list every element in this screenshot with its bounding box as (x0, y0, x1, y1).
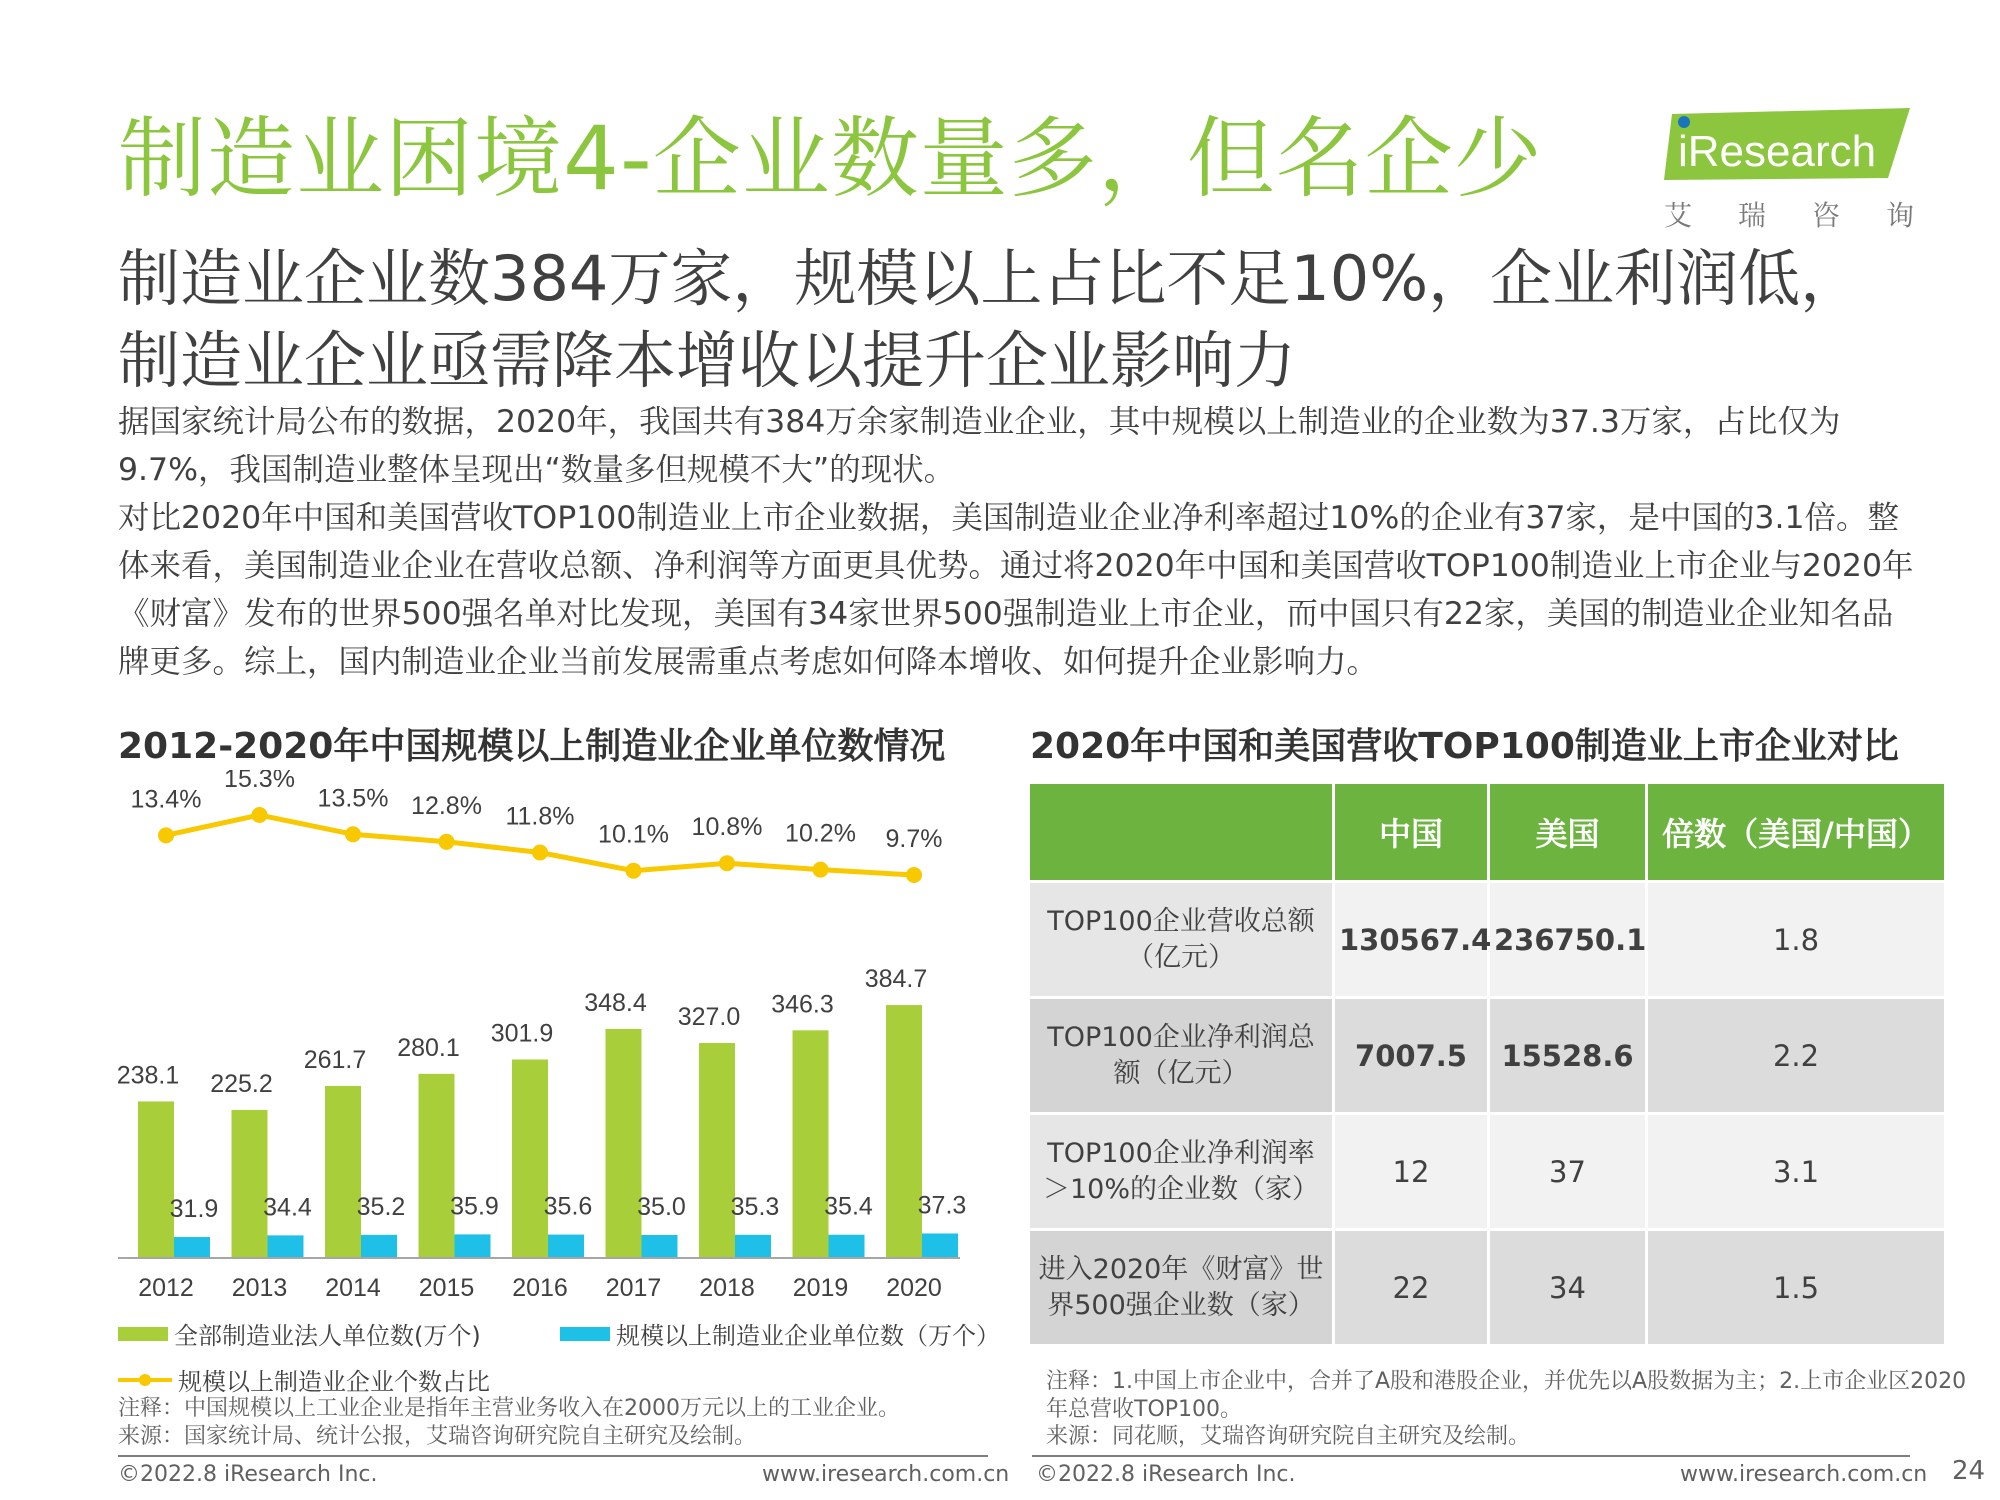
bar-above-scale-label: 35.2 (356, 1192, 406, 1221)
bar-total-label: 238.1 (116, 1061, 180, 1090)
footer-divider-left (118, 1455, 988, 1457)
bar-total-label: 346.3 (771, 990, 834, 1019)
ratio-label: 12.8% (411, 791, 482, 820)
bar-total-label: 280.1 (397, 1033, 460, 1062)
bar-above-scale-label: 37.3 (917, 1191, 967, 1220)
ratio-point (906, 867, 922, 883)
ratio-point (532, 845, 548, 861)
china-value: 130567.4 (1335, 880, 1490, 996)
table-row (1030, 1228, 1944, 1344)
bar-above-scale (455, 1234, 491, 1258)
table-source: 来源：同花顺，艾瑞咨询研究院自主研究及绘制。 (1046, 1424, 1531, 1449)
ratio-point (252, 807, 268, 823)
bar-total (606, 1029, 642, 1258)
page-subtitle: 制造业企业数384万家，规模以上占比不足10%，企业利润低，制造业企业亟需降本增收以提升企业影响力 (118, 242, 1863, 397)
bar-above-scale-label: 31.9 (169, 1195, 219, 1224)
bar-total (138, 1101, 174, 1258)
bar-above-scale (922, 1233, 958, 1258)
table-header-cell: 中国 (1335, 784, 1490, 880)
footer-url[interactable]: www.iresearch.com.cn (1680, 1462, 1928, 1487)
bar-above-scale (642, 1235, 678, 1258)
x-tick-label: 2017 (605, 1274, 662, 1302)
bar-total (325, 1086, 361, 1258)
iresearch-logo (1664, 108, 1910, 188)
bar-total-label: 348.4 (584, 988, 647, 1017)
legend-swatch (560, 1327, 610, 1341)
ratio-label: 13.4% (130, 785, 202, 814)
bar-above-scale-label: 34.4 (263, 1193, 312, 1222)
us-value: 15528.6 (1490, 996, 1648, 1112)
ratio-label: 11.8% (505, 802, 575, 831)
x-tick-label: 2015 (418, 1274, 475, 1302)
bar-line-chart (100, 770, 1000, 1310)
bar-total (232, 1110, 268, 1258)
ratio-label: 10.8% (691, 813, 763, 842)
x-tick-label: 2012 (138, 1274, 194, 1302)
footer-url[interactable]: www.iresearch.com.cn (762, 1462, 1010, 1487)
page-number: 24 (1952, 1456, 1986, 1486)
bar-total-label: 225.2 (210, 1069, 273, 1098)
body-text (118, 398, 1918, 686)
table-header-row (1030, 784, 1944, 880)
ratio-label: 9.7% (885, 825, 943, 853)
row-label: TOP100企业净利润总额（亿元） (1030, 996, 1335, 1112)
x-tick-label: 2016 (512, 1274, 568, 1302)
ratio-label: 10.2% (785, 819, 856, 848)
us-value: 37 (1490, 1112, 1648, 1228)
logo-text: iResearch (1678, 127, 1877, 176)
logo-char: 咨 (1811, 199, 1840, 232)
ratio-value: 2.2 (1648, 996, 1944, 1112)
ratio-value: 3.1 (1648, 1112, 1944, 1228)
row-label: 进入2020年《财富》世界500强企业数（家） (1030, 1228, 1335, 1344)
row-label: TOP100企业净利润率＞10%的企业数（家） (1030, 1112, 1335, 1228)
bar-above-scale (268, 1235, 304, 1258)
bar-above-scale-label: 35.3 (730, 1192, 780, 1221)
bar-total-label: 261.7 (303, 1045, 367, 1074)
ratio-value: 1.5 (1648, 1228, 1944, 1344)
comparison-table (1030, 784, 1944, 1344)
table-header-cell: 美国 (1490, 784, 1648, 880)
table-row (1030, 1112, 1944, 1228)
logo-char: 艾 (1664, 199, 1693, 232)
bar-above-scale (829, 1235, 865, 1258)
bar-above-scale (361, 1235, 397, 1258)
page-title: 制造业困境4-企业数量多，但名企少 (118, 107, 1543, 210)
bar-above-scale (548, 1235, 584, 1258)
bar-total-label: 301.9 (490, 1019, 554, 1048)
x-tick-label: 2018 (699, 1274, 755, 1302)
logo-chinese-name (1664, 194, 1914, 234)
chart-title: 2012-2020年中国规模以上制造业企业单位数情况 (118, 726, 946, 767)
table-title: 2020年中国和美国营收TOP100制造业上市企业对比 (1030, 726, 1899, 767)
ratio-label: 10.1% (598, 820, 669, 849)
china-value: 12 (1335, 1112, 1490, 1228)
bar-total-label: 327.0 (677, 1002, 741, 1031)
bar-above-scale-label: 35.9 (450, 1192, 499, 1221)
ratio-point (626, 863, 642, 879)
x-tick-label: 2019 (792, 1274, 849, 1302)
bar-above-scale (735, 1235, 771, 1258)
bar-total-label: 384.7 (864, 965, 928, 994)
footer-copyright: ©2022.8 iResearch Inc. (118, 1462, 378, 1487)
ratio-point (439, 834, 455, 850)
bar-above-scale-label: 35.4 (824, 1192, 873, 1221)
footer-copyright: ©2022.8 iResearch Inc. (1036, 1462, 1296, 1487)
table-row (1030, 996, 1944, 1112)
legend-item-above-scale (560, 1316, 1000, 1351)
chart-note: 注释：中国规模以上工业企业是指年主营业务收入在2000万元以上的工业企业。 (118, 1396, 900, 1421)
bar-above-scale (174, 1237, 210, 1258)
bar-above-scale-label: 35.6 (543, 1192, 593, 1221)
row-label: TOP100企业营收总额（亿元） (1030, 880, 1335, 996)
x-tick-label: 2014 (325, 1274, 381, 1302)
bar-total (699, 1043, 735, 1258)
ratio-label: 15.3% (224, 770, 295, 793)
legend-swatch (118, 1327, 168, 1341)
footer-divider-right (1032, 1455, 1910, 1457)
x-tick-label: 2020 (886, 1274, 942, 1302)
bar-total (886, 1005, 922, 1258)
body-paragraph: 据国家统计局公布的数据，2020年，我国共有384万余家制造业企业，其中规模以上制造业的企业数为37.3万家，占比仅为9.7%，我国制造业整体呈现出“数量多但规模不大”的现状。 (118, 404, 1841, 488)
legend-label: 规模以上制造业企业单位数（万个） (616, 1322, 1000, 1350)
chart-source: 来源：国家统计局、统计公报，艾瑞咨询研究院自主研究及绘制。 (118, 1424, 757, 1449)
bar-total (419, 1074, 455, 1258)
ratio-point (345, 826, 361, 842)
table-note: 注释：1.中国上市企业中，合并了A股和港股企业，并优先以A股数据为主；2.上市企业区2020年总营收TOP100。 (1046, 1369, 1967, 1422)
bar-total (793, 1030, 829, 1258)
legend-label: 全部制造业法人单位数(万个) (174, 1322, 481, 1350)
legend-item-ratio (118, 1362, 490, 1397)
legend-label: 规模以上制造业企业个数占比 (178, 1368, 490, 1396)
body-paragraph: 对比2020年中国和美国营收TOP100制造业上市企业数据，美国制造业企业净利率超过10%的企业有37家，是中国的3.1倍。整体来看，美国制造业企业在营收总额、净利润等方面更具优势。通过将2020年中国和美国营收TOP100制造业上市企业与2020年《财富》发布的世界500强名单对比发现，美国有34家世界500强制造业上市企业，而中国只有22家，美国的制造业企业知名品牌更多。综上，国内制造业企业当前发展需重点考虑如何降本增收、如何提升企业影响力。 (118, 500, 1914, 680)
logo-char: 瑞 (1737, 199, 1766, 232)
legend-line-swatch (118, 1372, 172, 1388)
x-tick-label: 2013 (231, 1274, 288, 1302)
ratio-point (813, 862, 829, 878)
table-row (1030, 880, 1944, 996)
legend-item-total (118, 1316, 481, 1351)
ratio-label: 13.5% (317, 784, 389, 813)
ratio-point (719, 855, 735, 871)
table-header-cell (1030, 784, 1335, 880)
china-value: 7007.5 (1335, 996, 1490, 1112)
x-tick-labels (138, 1274, 942, 1302)
us-value: 236750.1 (1490, 880, 1648, 996)
bar-total (512, 1060, 548, 1258)
us-value: 34 (1490, 1228, 1648, 1344)
ratio-point (158, 827, 174, 843)
ratio-value: 1.8 (1648, 880, 1944, 996)
bar-above-scale-label: 35.0 (637, 1192, 686, 1221)
logo-char: 询 (1885, 199, 1914, 232)
table-header-cell: 倍数（美国/中国） (1648, 784, 1944, 880)
china-value: 22 (1335, 1228, 1490, 1344)
